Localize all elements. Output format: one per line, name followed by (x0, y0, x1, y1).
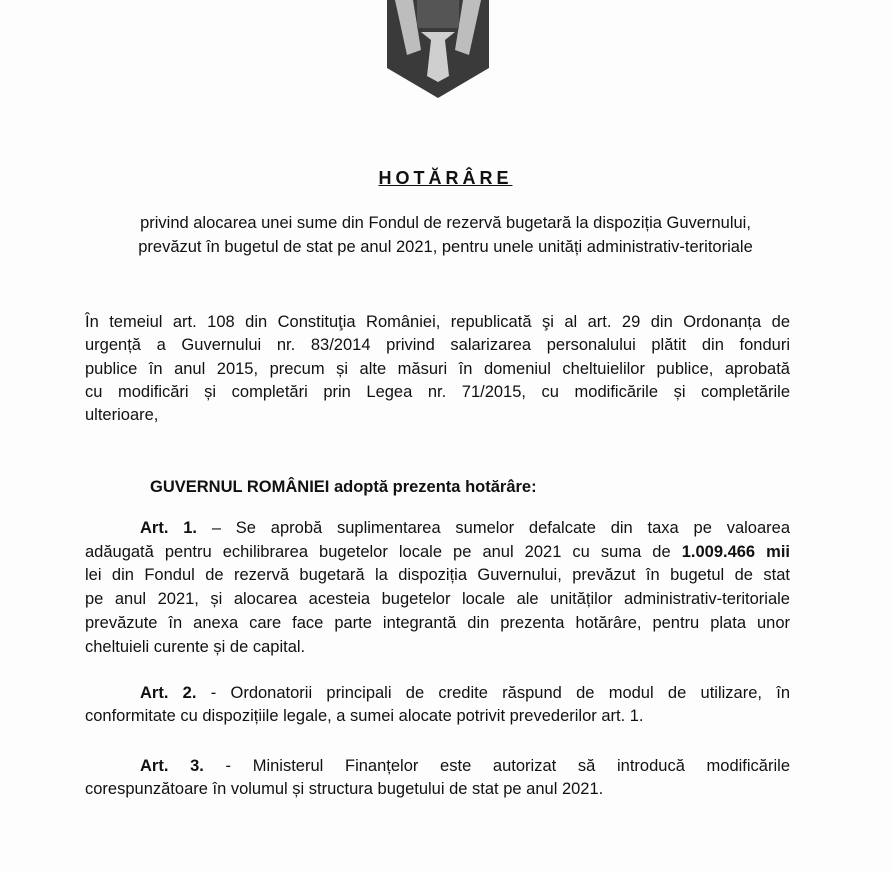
preamble-line: ulterioare, (85, 406, 159, 424)
preamble-line: cu modificări și completări prin Legea nr. 71/2015, cu modificările și completările (85, 383, 790, 401)
subtitle-line: prevăzut în bugetul de stat pe anul 2021, pentru unele unități administrativ-teritoriale (138, 238, 753, 256)
article-3-text: - Ministerul Finanțelor este autorizat să introducă modificările (225, 757, 790, 775)
coat-of-arms-icon (383, 0, 493, 100)
article-2-line: conformitate cu dispozițiile legale, a sumei alocate potrivit prevederilor art. 1. (85, 707, 644, 725)
article-1-line: pe anul 2021, și alocarea acesteia bugetelor locale ale unităților administrativ-teritoriale (85, 590, 790, 608)
article-3-line: corespunzătoare în volumul și structura bugetului de stat pe anul 2021. (85, 780, 604, 798)
preamble-line: În temeiul art. 108 din Constituţia României, republicată şi al art. 29 din Ordonanța de (85, 313, 790, 331)
article-2-label: Art. 2. (140, 684, 197, 702)
preamble-line: publice în anul 2015, precum și alte măsuri în domeniul cheltuielilor publice, aprobată (85, 360, 790, 378)
article-1-line: prevăzute în anexa care face parte integrantă din prezenta hotărâre, pentru plata unor (85, 614, 790, 632)
article-1-line (140, 518, 790, 538)
article-1-line (85, 542, 790, 562)
article-2-line (140, 683, 790, 703)
adoption-statement: GUVERNUL ROMÂNIEI adoptă prezenta hotărâre: (150, 478, 537, 496)
article-3-line (140, 756, 790, 776)
document-title: HOTĂRÂRE (378, 168, 513, 188)
article-2-text: - Ordonatorii principali de credite răspund de modul de utilizare, în (210, 684, 790, 702)
preamble-line: urgență a Guvernului nr. 83/2014 privind salarizarea personalului plătit din fonduri (85, 336, 790, 354)
article-1-text: adăugată pentru echilibrarea bugetelor locale pe anul 2021 cu suma de (85, 543, 671, 561)
article-1-label: Art. 1. (140, 519, 197, 537)
article-1-amount: 1.009.466 mii (681, 543, 790, 561)
subtitle-line: privind alocarea unei sume din Fondul de rezervă bugetară la dispoziția Guvernului, (140, 214, 751, 232)
article-3-label: Art. 3. (140, 757, 204, 775)
article-1-text: – Se aprobă suplimentarea sumelor defalcate din taxa pe valoarea (211, 519, 790, 537)
article-1-line: lei din Fondul de rezervă bugetară la dispoziția Guvernului, prevăzut în bugetul de stat (85, 566, 790, 584)
article-1-line: cheltuieli curente și de capital. (85, 638, 306, 656)
